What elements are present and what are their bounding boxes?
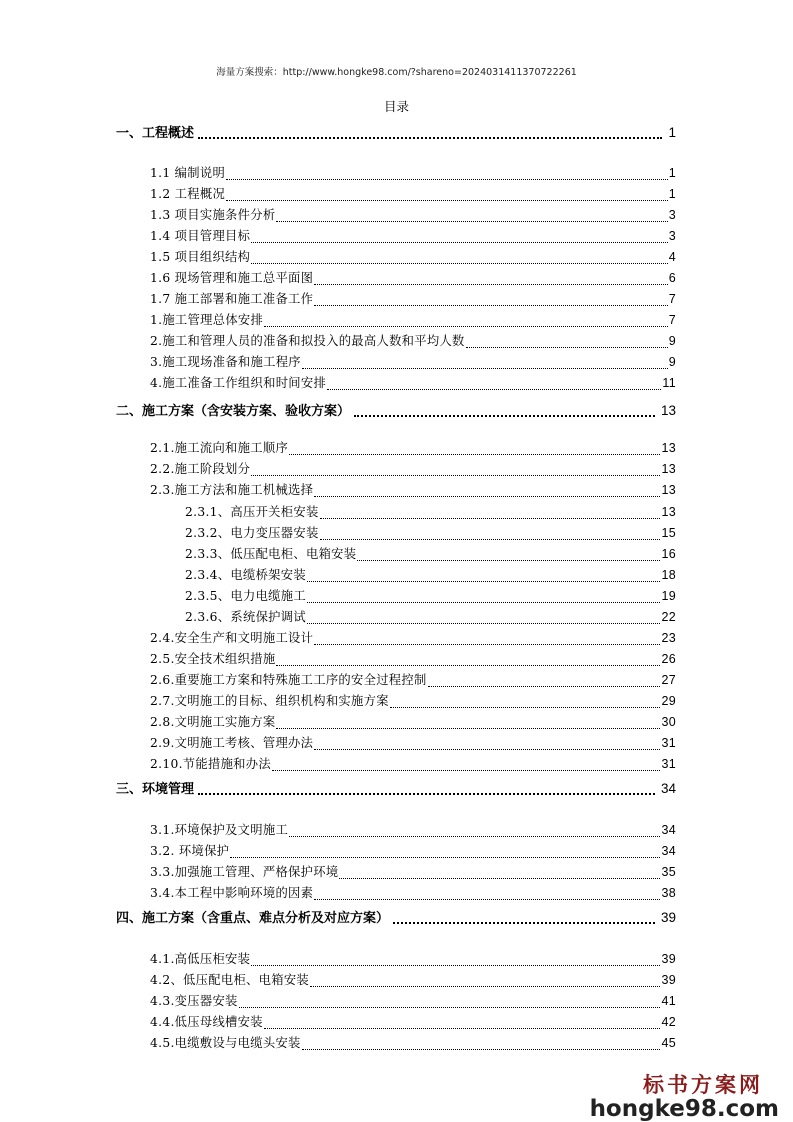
toc-entry[interactable]	[150, 184, 676, 204]
dot-leader	[239, 997, 661, 1008]
toc-entry[interactable]	[150, 883, 676, 903]
toc-entry[interactable]	[150, 862, 676, 882]
dot-leader	[251, 465, 660, 476]
toc-page-number: 26	[661, 652, 676, 666]
toc-page-number: 34	[661, 823, 676, 837]
toc-entry-label: 3.2. 环境保护	[150, 844, 230, 858]
toc-page-number: 4	[668, 250, 676, 264]
toc-entry-label: 2.3.6、系统保护调试	[185, 610, 306, 624]
watermark-site: hongke98.com	[589, 1096, 779, 1122]
toc-entry[interactable]	[185, 586, 676, 606]
dot-leader	[314, 486, 660, 497]
dot-leader	[428, 676, 661, 687]
toc-title: 目录	[383, 99, 409, 114]
dot-leader	[354, 407, 655, 417]
dot-leader	[264, 1018, 661, 1029]
toc-entry[interactable]	[150, 733, 676, 753]
toc-entry[interactable]	[150, 310, 676, 330]
toc-page-number: 6	[668, 271, 676, 285]
dot-leader	[198, 785, 655, 795]
toc-page-number: 1	[668, 187, 676, 201]
toc-page-number: 31	[661, 757, 676, 771]
toc-page-number: 18	[661, 568, 676, 582]
toc-page-number: 34	[660, 781, 676, 796]
toc-entry[interactable]	[150, 226, 676, 246]
dot-leader	[314, 889, 660, 900]
toc-entry[interactable]	[150, 649, 676, 669]
toc-entry-label: 2.1.施工流向和施工顺序	[150, 441, 289, 455]
toc-entry-label: 三、环境管理	[116, 782, 195, 797]
toc-chapter[interactable]	[116, 400, 676, 422]
dot-leader	[390, 697, 661, 708]
toc-entry[interactable]	[150, 841, 676, 861]
toc-entry-label: 4.2、低压配电柜、电箱安装	[150, 973, 310, 987]
toc-entry[interactable]	[150, 691, 676, 711]
toc-entry[interactable]	[150, 1033, 676, 1053]
toc-entry[interactable]	[150, 268, 676, 288]
toc-entry[interactable]	[150, 331, 676, 351]
toc-page-number: 39	[661, 952, 676, 966]
toc-chapter[interactable]	[116, 122, 676, 144]
toc-entry-label: 四、施工方案（含重点、难点分析及对应方案）	[116, 911, 390, 926]
toc-entry-label: 2.9.文明施工考核、管理办法	[150, 736, 314, 750]
toc-page-number: 31	[661, 736, 676, 750]
toc-page-number: 23	[661, 631, 676, 645]
dot-leader	[320, 529, 661, 540]
dot-leader	[466, 337, 668, 348]
dot-leader	[393, 914, 655, 924]
toc-page-number: 7	[668, 292, 676, 306]
toc-page-number: 42	[661, 1015, 676, 1029]
toc-entry[interactable]	[150, 459, 676, 479]
toc-page-number: 9	[668, 334, 676, 348]
toc-entry[interactable]	[150, 754, 676, 774]
dot-leader	[251, 955, 660, 966]
toc-entry-label: 2.3.3、低压配电柜、电箱安装	[185, 547, 357, 561]
toc-page-number: 35	[661, 865, 676, 879]
toc-entry[interactable]	[150, 970, 676, 990]
toc-page-number: 19	[661, 589, 676, 603]
toc-page-number: 13	[661, 441, 676, 455]
toc-entry-label: 2.3.5、电力电缆施工	[185, 589, 306, 603]
toc-page-number: 13	[661, 505, 676, 519]
toc-page-number: 27	[661, 673, 676, 687]
dot-leader	[314, 295, 668, 306]
toc-entry[interactable]	[185, 565, 676, 585]
toc-entry-label: 2.3.施工方法和施工机械选择	[150, 483, 314, 497]
dot-leader	[314, 739, 660, 750]
toc-entry-label: 1.5 项目组织结构	[150, 250, 251, 264]
dot-leader	[357, 550, 660, 561]
toc-entry-label: 2.3.2、电力变压器安装	[185, 526, 319, 540]
toc-entry[interactable]	[150, 163, 676, 183]
dot-leader	[302, 1039, 661, 1050]
toc-page-number: 45	[661, 1036, 676, 1050]
toc-entry[interactable]	[150, 352, 676, 372]
toc-page-number: 3	[668, 229, 676, 243]
toc-entry-label: 3.1.环境保护及文明施工	[150, 823, 289, 837]
source-url-header: 海量方案搜索：http://www.hongke98.com/?shareno=2024031411370722261	[216, 67, 577, 78]
dot-leader	[276, 211, 667, 222]
toc-chapter[interactable]	[116, 778, 676, 800]
toc-page-number: 22	[661, 610, 676, 624]
toc-entry[interactable]	[150, 712, 676, 732]
toc-page-number: 30	[661, 715, 676, 729]
toc-entry[interactable]	[185, 607, 676, 627]
toc-entry-label: 2.6.重要施工方案和特殊施工工序的安全过程控制	[150, 673, 427, 687]
toc-page-number: 3	[668, 208, 676, 222]
toc-page-number: 15	[661, 526, 676, 540]
toc-entry[interactable]	[185, 502, 676, 522]
toc-entry[interactable]	[150, 205, 676, 225]
toc-entry[interactable]	[150, 670, 676, 690]
toc-entry[interactable]	[150, 1012, 676, 1032]
toc-page-number: 39	[660, 910, 676, 925]
toc-page-number: 11	[662, 376, 676, 390]
toc-entry[interactable]	[150, 949, 676, 969]
dot-leader	[320, 508, 661, 519]
dot-leader	[276, 718, 660, 729]
toc-entry[interactable]	[150, 247, 676, 267]
toc-page-number: 13	[660, 403, 676, 418]
toc-chapter[interactable]	[116, 907, 676, 929]
toc-entry[interactable]	[150, 628, 676, 648]
toc-page-number: 13	[661, 462, 676, 476]
watermark-logo-text: 标书方案网	[643, 1073, 763, 1097]
toc-entry[interactable]	[150, 289, 676, 309]
dot-leader	[339, 868, 660, 879]
toc-entry-label: 2.施工和管理人员的准备和拟投入的最高人数和平均人数	[150, 334, 465, 348]
dot-leader	[314, 274, 668, 285]
toc-entry[interactable]	[150, 820, 676, 840]
toc-entry[interactable]	[185, 523, 676, 543]
toc-entry[interactable]	[150, 991, 676, 1011]
dot-leader	[314, 634, 660, 645]
toc-entry-label: 4.施工准备工作组织和时间安排	[150, 376, 327, 390]
toc-entry-label: 二、施工方案（含安装方案、验收方案）	[116, 404, 351, 419]
toc-page-number: 38	[661, 886, 676, 900]
dot-leader	[272, 760, 661, 771]
toc-page-number: 41	[661, 994, 676, 1008]
toc-page-number: 7	[668, 313, 676, 327]
toc-entry-label: 2.4.安全生产和文明施工设计	[150, 631, 314, 645]
toc-entry-label: 1.7 施工部署和施工准备工作	[150, 292, 314, 306]
toc-entry-label: 1.6 现场管理和施工总平面图	[150, 271, 314, 285]
toc-entry-label: 4.1.高低压柜安装	[150, 952, 251, 966]
toc-page-number: 13	[661, 483, 676, 497]
dot-leader	[310, 976, 660, 987]
toc-entry-label: 1.施工管理总体安排	[150, 313, 264, 327]
toc-entry-label: 2.5.安全技术组织措施	[150, 652, 276, 666]
toc-page-number: 34	[661, 844, 676, 858]
toc-page-number: 39	[661, 973, 676, 987]
dot-leader	[264, 316, 668, 327]
toc-entry-label: 一、工程概述	[116, 126, 195, 141]
toc-entry[interactable]	[150, 373, 676, 393]
toc-entry[interactable]	[150, 480, 676, 500]
toc-page-number: 1	[668, 166, 676, 180]
toc-entry-label: 2.8.文明施工实施方案	[150, 715, 276, 729]
dot-leader	[307, 613, 661, 624]
toc-entry-label: 4.4.低压母线槽安装	[150, 1015, 263, 1029]
dot-leader	[198, 129, 662, 139]
toc-entry-label: 1.2 工程概况	[150, 187, 226, 201]
toc-page-number: 16	[661, 547, 676, 561]
toc-entry-label: 4.3.变压器安装	[150, 994, 238, 1008]
dot-leader	[307, 571, 661, 582]
toc-entry-label: 4.5.电缆敷设与电缆头安装	[150, 1036, 301, 1050]
toc-entry-label: 2.3.1、高压开关柜安装	[185, 505, 319, 519]
dot-leader	[226, 190, 668, 201]
toc-entry-label: 1.1 编制说明	[150, 166, 226, 180]
toc-page-number: 9	[668, 355, 676, 369]
toc-entry-label: 2.3.4、电缆桥架安装	[185, 568, 306, 582]
toc-page-number: 29	[661, 694, 676, 708]
toc-entry-label: 2.7.文明施工的目标、组织机构和实施方案	[150, 694, 389, 708]
dot-leader	[307, 592, 661, 603]
toc-entry-label: 3.4.本工程中影响环境的因素	[150, 886, 314, 900]
dot-leader	[289, 444, 660, 455]
dot-leader	[230, 847, 660, 858]
toc-page-number: 1	[668, 125, 676, 140]
toc-entry[interactable]	[185, 544, 676, 564]
toc-entry[interactable]	[150, 438, 676, 458]
dot-leader	[251, 253, 667, 264]
toc-entry-label: 2.2.施工阶段划分	[150, 462, 251, 476]
toc-entry-label: 3.3.加强施工管理、严格保护环境	[150, 865, 339, 879]
dot-leader	[302, 358, 668, 369]
dot-leader	[226, 169, 668, 180]
toc-entry-label: 2.10.节能措施和办法	[150, 757, 271, 771]
dot-leader	[327, 379, 661, 390]
toc-entry-label: 1.4 项目管理目标	[150, 229, 251, 243]
toc-entry-label: 1.3 项目实施条件分析	[150, 208, 276, 222]
dot-leader	[251, 232, 667, 243]
dot-leader	[289, 826, 660, 837]
dot-leader	[276, 655, 660, 666]
toc-entry-label: 3.施工现场准备和施工程序	[150, 355, 301, 369]
